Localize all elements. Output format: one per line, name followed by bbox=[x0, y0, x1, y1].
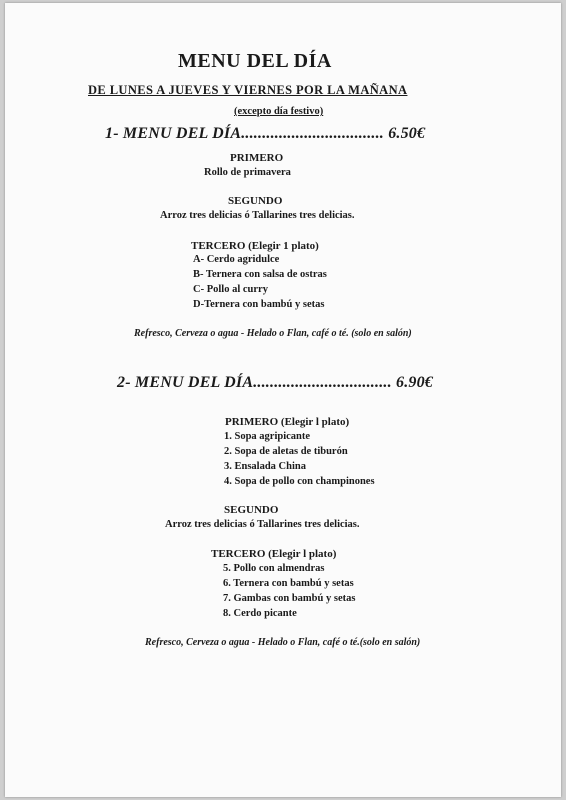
menu1-primero-item: Rollo de primavera bbox=[204, 167, 291, 178]
menu1-segundo-label: SEGUNDO bbox=[228, 195, 283, 207]
page-title: MENU DEL DÍA bbox=[178, 50, 332, 72]
menu2-primero-item: 1. Sopa agripicante bbox=[224, 431, 311, 442]
menu2-primero-label: PRIMERO (Elegir l plato) bbox=[225, 416, 350, 428]
holiday-note: (excepto día festivo) bbox=[234, 106, 324, 117]
menu2-segundo-item: Arroz tres delicias ó Tallarines tres delicias. bbox=[165, 519, 360, 530]
menu2-tercero-item: 6. Ternera con bambú y setas bbox=[223, 578, 354, 589]
menu1-segundo-item: Arroz tres delicias ó Tallarines tres delicias. bbox=[160, 210, 355, 221]
menu2-tercero-item: 7. Gambas con bambú y setas bbox=[223, 593, 356, 604]
menu1-tercero-item: A- Cerdo agridulce bbox=[193, 254, 280, 265]
menu2-primero-item: 2. Sopa de aletas de tiburón bbox=[224, 446, 348, 457]
menu1-heading: 1- MENU DEL DÍA.................................. 6.50€ bbox=[105, 125, 426, 142]
menu2-heading: 2- MENU DEL DÍA................................. 6.90€ bbox=[117, 374, 433, 391]
menu2-drinks-dessert: Refresco, Cerveza o agua - Helado o Flan, café o té.(solo en salón) bbox=[145, 637, 421, 648]
menu2-tercero-label: TERCERO (Elegir l plato) bbox=[211, 548, 337, 560]
menu1-tercero-item: C- Pollo al curry bbox=[193, 284, 268, 295]
menu2-primero-item: 4. Sopa de pollo con champinones bbox=[224, 476, 375, 487]
menu1-tercero-item: B- Ternera con salsa de ostras bbox=[193, 269, 327, 280]
menu2-segundo-label: SEGUNDO bbox=[224, 504, 279, 516]
menu1-primero-label: PRIMERO bbox=[230, 152, 284, 164]
menu-sheet bbox=[5, 3, 561, 797]
menu1-drinks-dessert: Refresco, Cerveza o agua - Helado o Flan, café o té. (solo en salón) bbox=[134, 328, 412, 339]
menu2-primero-item: 3. Ensalada China bbox=[224, 461, 306, 472]
menu1-tercero-label: TERCERO (Elegir 1 plato) bbox=[191, 240, 319, 252]
page-subtitle: DE LUNES A JUEVES Y VIERNES POR LA MAÑANA bbox=[88, 83, 408, 97]
menu2-tercero-item: 8. Cerdo picante bbox=[223, 608, 297, 619]
menu2-tercero-item: 5. Pollo con almendras bbox=[223, 563, 325, 574]
menu1-tercero-item: D-Ternera con bambú y setas bbox=[193, 299, 325, 310]
